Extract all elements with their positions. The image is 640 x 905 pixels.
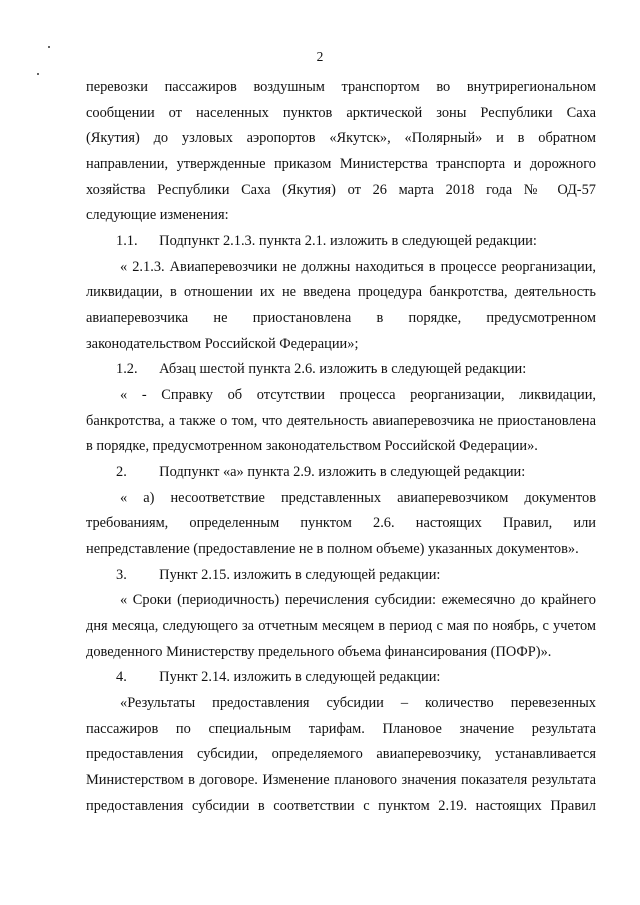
text-line: хозяйства Республики Саха (Якутия) от 26 марта 2018 года № ОД-57 <box>86 182 596 198</box>
text-line: « Сроки (периодичность) перечисления субсидии: ежемесячно до крайнего <box>120 592 596 608</box>
text-line: (Якутия) до узловых аэропортов «Якутск», «Полярный» и в обратном <box>86 130 596 146</box>
text-line: доведенного Министерству предельного объема финансирования (ПОФР)». <box>86 644 552 660</box>
item-heading-1-2: 1.2. Абзац шестой пункта 2.6. изложить в следующей редакции: <box>116 361 527 377</box>
text-line: « 2.1.3. Авиаперевозчики не должны находиться в процессе реорганизации, <box>120 259 596 275</box>
text-line: следующие изменения: <box>86 207 229 223</box>
text-line: банкротства, а также о том, что деятельность авиаперевозчика не приостановлена <box>86 413 596 429</box>
text-line: предоставления субсидии, определяемого авиаперевозчику, устанавливается <box>86 746 596 762</box>
text-line: пассажиров по специальным тарифам. Плановое значение результата <box>86 721 596 737</box>
page-number: 2 <box>316 49 324 64</box>
scan-speck <box>37 73 39 75</box>
text-line: « - Справку об отсутствии процесса реорганизации, ликвидации, <box>120 387 596 403</box>
text-line: направлении, утвержденные приказом Министерства транспорта и дорожного <box>86 156 596 172</box>
text-line: авиаперевозчика не приостановлена в порядке, предусмотренном <box>86 310 596 326</box>
text-line: « а) несоответствие представленных авиаперевозчиком документов <box>120 490 596 506</box>
text-line: законодательством Российской Федерации»; <box>86 336 359 352</box>
text-line: ликвидации, в отношении их не введена процедура банкротства, деятельность <box>86 284 596 300</box>
text-line: требованиям, определенным пунктом 2.6. настоящих Правил, или <box>86 515 596 531</box>
text-line: Министерством в договоре. Изменение планового значения показателя результата <box>86 772 596 788</box>
text-line: дня месяца, следующего за отчетным месяцем в период с мая по ноябрь, с учетом <box>86 618 596 634</box>
item-heading-1-1: 1.1. Подпункт 2.1.3. пункта 2.1. изложить в следующей редакции: <box>116 233 537 249</box>
text-line: сообщении от населенных пунктов арктической зоны Республики Саха <box>86 105 596 121</box>
item-heading-4: 4. Пункт 2.14. изложить в следующей редакции: <box>116 669 441 685</box>
scan-speck <box>48 46 50 48</box>
item-heading-2: 2. Подпункт «а» пункта 2.9. изложить в следующей редакции: <box>116 464 526 480</box>
text-line: «Результаты предоставления субсидии – количество перевезенных <box>120 695 596 711</box>
item-heading-3: 3. Пункт 2.15. изложить в следующей редакции: <box>116 567 441 583</box>
text-line: перевозки пассажиров воздушным транспортом во внутрирегиональном <box>86 79 596 95</box>
text-line: предоставления субсидии в соответствии с пунктом 2.19. настоящих Правил <box>86 798 596 814</box>
text-line: непредставление (предоставление не в полном объеме) указанных документов». <box>86 541 579 557</box>
text-line: в порядке, предусмотренном законодательством Российской Федерации». <box>86 438 538 454</box>
